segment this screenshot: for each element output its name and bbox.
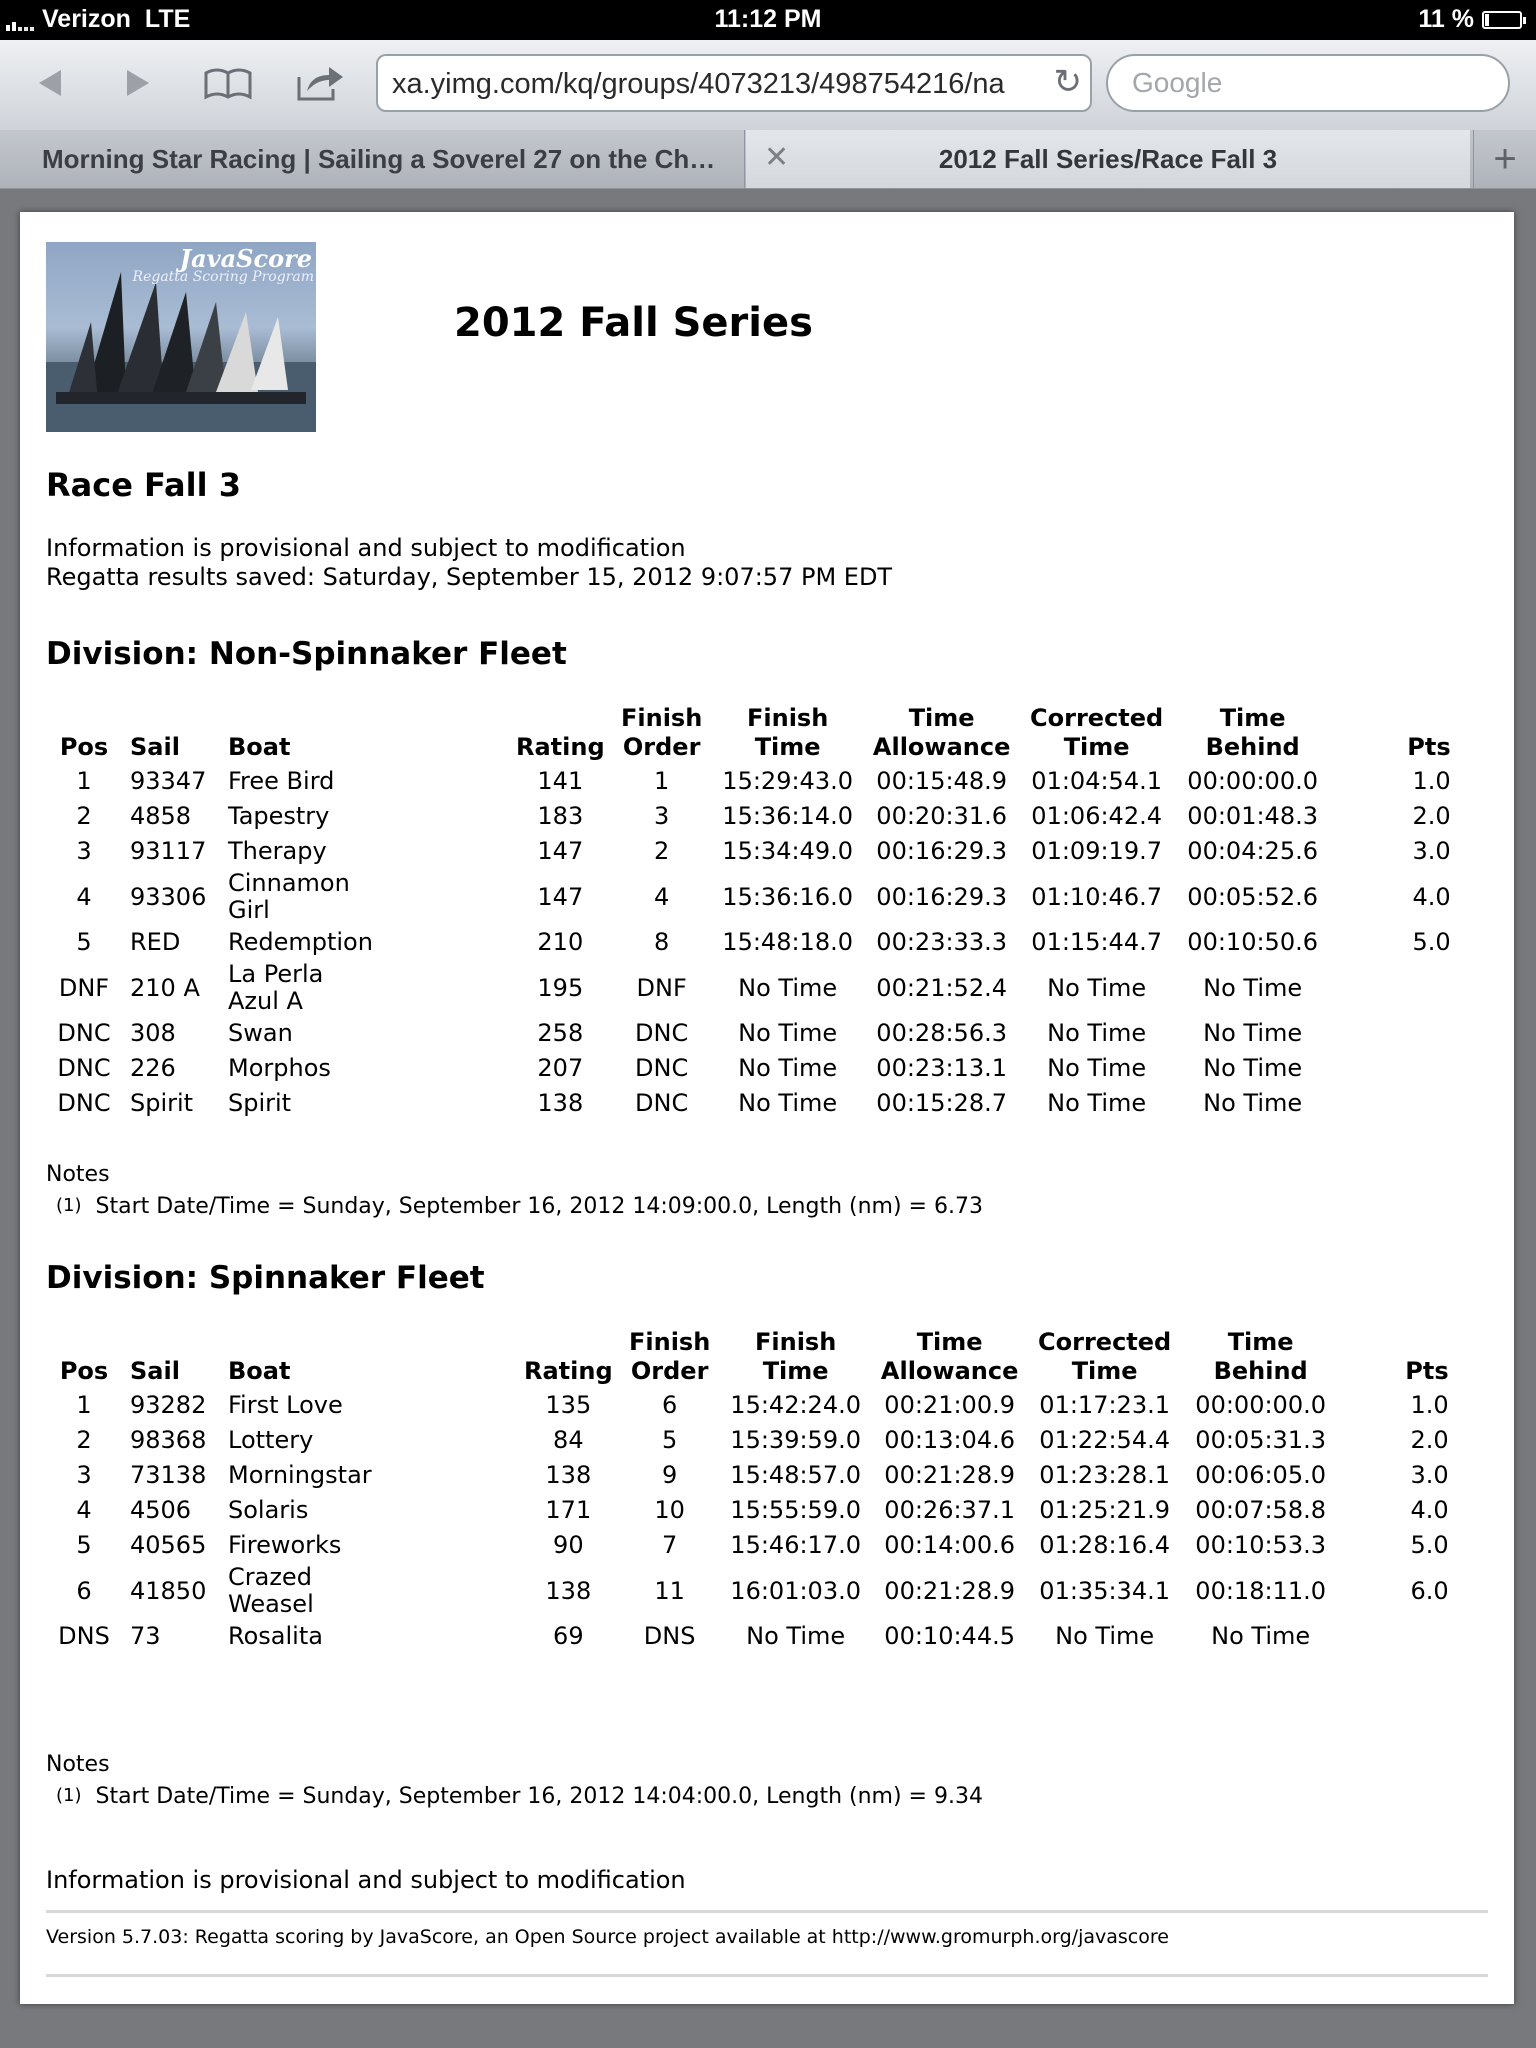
cell-sail: 308 xyxy=(130,1019,176,1047)
table-row xyxy=(46,1528,1471,1563)
cell-time-behind: No Time xyxy=(1211,1622,1311,1650)
notes-label: Notes xyxy=(46,1752,110,1777)
cell-sail: 93282 xyxy=(130,1391,207,1419)
cell-finish-time: No Time xyxy=(738,1054,838,1082)
divider xyxy=(46,1974,1488,1977)
cell-pts: 1.0 xyxy=(1412,767,1451,795)
cell-corrected-time: 01:25:21.9 xyxy=(1039,1496,1170,1524)
cell-finish-order: DNF xyxy=(636,973,687,1002)
cell-sail: 210 A xyxy=(130,973,200,1002)
cell-finish-order: 3 xyxy=(654,802,670,830)
cell-finish-time: 15:48:18.0 xyxy=(722,928,853,956)
cell-finish-time: No Time xyxy=(738,1089,838,1117)
results-table-non-spinnaker xyxy=(46,704,1481,1121)
cell-pts: 2.0 xyxy=(1410,1426,1449,1454)
battery-fill xyxy=(1485,14,1489,26)
cell-time-behind: 00:05:52.6 xyxy=(1187,882,1318,911)
cell-time-behind: 00:00:00.0 xyxy=(1187,767,1318,795)
cell-sail: Spirit xyxy=(130,1089,194,1117)
saved-timestamp: Regatta results saved: Saturday, September 15, 2012 9:07:57 PM EDT xyxy=(46,563,893,591)
cell-sail: 4858 xyxy=(130,802,192,830)
col-pos: Pos xyxy=(59,733,109,761)
cell-pos: 2 xyxy=(76,1426,92,1454)
col-time-behind xyxy=(1183,1328,1339,1388)
cell-sail: 73 xyxy=(130,1622,161,1650)
cell-pos: 3 xyxy=(76,1461,92,1489)
logo-line1: JavaScore xyxy=(179,244,312,273)
cell-corrected-time: 01:28:16.4 xyxy=(1039,1531,1170,1559)
cell-time-allowance: 00:20:31.6 xyxy=(876,802,1007,830)
footer-provisional-notice: Information is provisional and subject to modification xyxy=(46,1866,686,1894)
cell-finish-time: 15:48:57.0 xyxy=(730,1461,861,1489)
header-line: Corrected xyxy=(1030,704,1164,732)
cell-time-allowance: 00:16:29.3 xyxy=(876,837,1007,865)
cell-sail: 226 xyxy=(130,1054,176,1082)
table-row xyxy=(46,1563,1471,1619)
cell-time-behind: No Time xyxy=(1203,973,1303,1002)
header-line: Time xyxy=(1219,704,1286,732)
cell-rating: 258 xyxy=(537,1019,584,1047)
cell-pts: 2.0 xyxy=(1412,802,1451,830)
col-pts: Pts xyxy=(1407,733,1451,761)
cell-time-allowance: 00:13:04.6 xyxy=(884,1426,1015,1454)
cell-finish-order: 1 xyxy=(654,767,670,795)
provisional-notice: Information is provisional and subject to modification xyxy=(46,534,686,562)
cell-finish-time: No Time xyxy=(746,1622,846,1650)
status-bar xyxy=(0,0,1536,40)
cell-finish-order: 4 xyxy=(654,882,670,911)
cell-time-behind: 00:00:00.0 xyxy=(1195,1391,1326,1419)
tab-morning-star-racing[interactable] xyxy=(0,130,745,188)
cell-time-behind: 00:01:48.3 xyxy=(1187,802,1318,830)
cell-finish-order: DNC xyxy=(635,1054,689,1082)
cell-finish-order: 5 xyxy=(662,1426,678,1454)
boat-name-line: First Love xyxy=(228,1391,343,1419)
cell-pts: 5.0 xyxy=(1410,1531,1449,1559)
header-line: Behind xyxy=(1205,733,1300,761)
cell-rating: 84 xyxy=(553,1426,584,1454)
cell-boat xyxy=(220,1051,508,1086)
cell-corrected-time: 01:06:42.4 xyxy=(1031,802,1162,830)
cell-pos: DNC xyxy=(57,1054,111,1082)
cell-finish-time: 15:46:17.0 xyxy=(730,1531,861,1559)
cell-pos: 1 xyxy=(76,767,92,795)
boat-name-line: Redemption xyxy=(228,928,373,956)
results-body xyxy=(46,764,1481,1121)
table-row xyxy=(46,925,1481,960)
cell-rating: 69 xyxy=(553,1622,584,1650)
boat-name-line: Girl xyxy=(228,896,270,924)
cell-time-allowance: 00:21:28.9 xyxy=(884,1461,1015,1489)
header-line: Time xyxy=(908,704,975,732)
cell-time-behind: No Time xyxy=(1203,1089,1303,1117)
cell-boat xyxy=(220,1619,516,1654)
search-input[interactable] xyxy=(1130,66,1494,100)
browser-toolbar xyxy=(0,40,1536,131)
table-row xyxy=(46,834,1481,869)
table-row xyxy=(46,869,1481,925)
cell-pos: DNC xyxy=(57,1089,111,1117)
cell-sail: 73138 xyxy=(130,1461,207,1489)
col-finish-time xyxy=(711,704,865,764)
cell-sail: RED xyxy=(130,928,181,956)
cell-time-behind: 00:18:11.0 xyxy=(1195,1576,1326,1605)
boat-name-line: Crazed xyxy=(228,1563,312,1591)
header-line: Order xyxy=(622,733,701,761)
table-row xyxy=(46,1458,1471,1493)
note-text: Start Date/Time = Sunday, September 16, 2012 14:09:00.0, Length (nm) = 6.73 xyxy=(95,1194,983,1219)
cell-corrected-time: No Time xyxy=(1047,1054,1147,1082)
cell-pts: 4.0 xyxy=(1410,1496,1449,1524)
cell-boat xyxy=(220,1458,516,1493)
cell-pts: 4.0 xyxy=(1412,882,1451,911)
cell-corrected-time: 01:04:54.1 xyxy=(1031,767,1162,795)
header-line: Finish xyxy=(754,1328,837,1356)
col-time-allowance xyxy=(873,1328,1027,1388)
race-note xyxy=(56,1194,983,1219)
header-line: Time xyxy=(762,1357,829,1385)
network-label: LTE xyxy=(144,5,191,33)
url-bar[interactable] xyxy=(376,54,1092,112)
cell-pos: 1 xyxy=(76,1391,92,1419)
table-row xyxy=(46,1388,1471,1423)
web-page xyxy=(20,212,1514,2004)
header-line: Order xyxy=(630,1357,709,1385)
table-row xyxy=(46,1051,1481,1086)
header-line: Time xyxy=(1071,1357,1138,1385)
clock: 11:12 PM xyxy=(714,5,822,33)
col-pts: Pts xyxy=(1405,1357,1449,1385)
col-sail: Sail xyxy=(130,733,180,761)
cell-pos: DNF xyxy=(58,973,110,1002)
boat-name-line: Lottery xyxy=(228,1426,314,1454)
col-time-behind xyxy=(1175,704,1331,764)
col-finish-order xyxy=(621,1328,719,1388)
results-body xyxy=(46,1388,1471,1654)
cell-rating: 135 xyxy=(545,1391,592,1419)
close-tab-icon[interactable]: ✕ xyxy=(764,141,790,174)
col-time-allowance xyxy=(865,704,1019,764)
table-row xyxy=(46,1423,1471,1458)
cell-finish-time: No Time xyxy=(738,973,838,1002)
cell-sail: 4506 xyxy=(130,1496,192,1524)
col-sail: Sail xyxy=(130,1357,180,1385)
cell-corrected-time: 01:22:54.4 xyxy=(1039,1426,1170,1454)
cell-rating: 147 xyxy=(537,882,584,911)
cell-boat xyxy=(220,1388,516,1423)
divider xyxy=(46,1910,1488,1913)
cell-pos: 4 xyxy=(76,1496,92,1524)
boat-name-line: Fireworks xyxy=(228,1531,342,1559)
reload-icon[interactable]: ↻ xyxy=(1053,63,1082,101)
cell-time-allowance: 00:10:44.5 xyxy=(884,1622,1015,1650)
col-boat: Boat xyxy=(228,733,291,761)
table-header-row xyxy=(46,1328,1471,1388)
status-right xyxy=(1418,5,1522,34)
header-line: Corrected xyxy=(1038,1328,1172,1356)
tab-fall-series[interactable] xyxy=(746,130,1470,188)
battery-percent: 11 % xyxy=(1418,5,1474,33)
cell-corrected-time: No Time xyxy=(1047,973,1147,1002)
javascore-logo xyxy=(46,242,316,432)
cell-rating: 90 xyxy=(553,1531,584,1559)
cell-time-allowance: 00:15:48.9 xyxy=(876,767,1007,795)
cell-finish-order: 10 xyxy=(654,1496,685,1524)
cell-finish-order: DNC xyxy=(635,1019,689,1047)
cell-finish-time: No Time xyxy=(738,1019,838,1047)
cell-pos: DNC xyxy=(57,1019,111,1047)
table-row xyxy=(46,764,1481,799)
cell-sail: 93306 xyxy=(130,882,207,911)
tab-bar xyxy=(0,130,1536,189)
boat-name-line: Therapy xyxy=(228,837,327,865)
cell-rating: 138 xyxy=(545,1461,592,1489)
cell-sail: 93347 xyxy=(130,767,207,795)
cell-rating: 171 xyxy=(545,1496,592,1524)
header-line: Time xyxy=(1227,1328,1294,1356)
cell-pts xyxy=(1331,960,1481,1016)
cell-pos: 6 xyxy=(76,1576,92,1605)
race-note xyxy=(56,1784,983,1809)
cell-pts xyxy=(1331,1051,1481,1086)
boat-name-line: Morphos xyxy=(228,1054,331,1082)
cell-boat xyxy=(220,1493,516,1528)
cell-rating: 138 xyxy=(545,1576,592,1605)
col-pos: Pos xyxy=(59,1357,109,1385)
cell-sail: 40565 xyxy=(130,1531,207,1559)
bookmarks-icon[interactable] xyxy=(200,58,256,108)
col-finish-order xyxy=(613,704,711,764)
cell-finish-time: 15:39:59.0 xyxy=(730,1426,861,1454)
cell-boat xyxy=(220,1528,516,1563)
cell-boat xyxy=(220,1423,516,1458)
search-bar[interactable] xyxy=(1106,54,1510,112)
cell-rating: 138 xyxy=(537,1089,584,1117)
header-line: Time xyxy=(1063,733,1130,761)
cell-time-allowance: 00:14:00.6 xyxy=(884,1531,1015,1559)
cell-time-behind: 00:10:50.6 xyxy=(1187,928,1318,956)
header-line: Finish xyxy=(628,1328,711,1356)
header-line: Time xyxy=(754,733,821,761)
version-footer: Version 5.7.03: Regatta scoring by JavaScore, an Open Source project available at http://www.gromurph.org/javascore xyxy=(46,1926,1169,1948)
cell-pts: 3.0 xyxy=(1412,837,1451,865)
header-line: Behind xyxy=(1213,1357,1308,1385)
cell-finish-time: 15:34:49.0 xyxy=(722,837,853,865)
boat-name-line: Tapestry xyxy=(228,802,330,830)
cell-pts xyxy=(1331,1086,1481,1121)
race-title: Race Fall 3 xyxy=(46,466,241,504)
boat-name-line: Rosalita xyxy=(228,1622,323,1650)
cell-corrected-time: No Time xyxy=(1047,1019,1147,1047)
cell-finish-time: 15:55:59.0 xyxy=(730,1496,861,1524)
note-number: (1) xyxy=(56,1195,82,1216)
cell-time-allowance: 00:23:33.3 xyxy=(876,928,1007,956)
boat-name-line: Spirit xyxy=(228,1089,292,1117)
cell-pos: 5 xyxy=(76,928,92,956)
cell-corrected-time: 01:09:19.7 xyxy=(1031,837,1162,865)
col-rating: Rating xyxy=(516,733,605,761)
cell-finish-order: 8 xyxy=(654,928,670,956)
back-icon[interactable] xyxy=(22,58,78,108)
cell-time-allowance: 00:21:28.9 xyxy=(884,1576,1015,1605)
page-title: 2012 Fall Series xyxy=(454,300,813,346)
boat-name-line: La Perla xyxy=(228,960,324,988)
cell-time-allowance: 00:23:13.1 xyxy=(876,1054,1007,1082)
cell-pos: 5 xyxy=(76,1531,92,1559)
cell-finish-time: 15:42:24.0 xyxy=(730,1391,861,1419)
cell-time-behind: 00:10:53.3 xyxy=(1195,1531,1326,1559)
cell-time-allowance: 00:28:56.3 xyxy=(876,1019,1007,1047)
boat-name-line: Solaris xyxy=(228,1496,309,1524)
col-boat: Boat xyxy=(228,1357,291,1385)
cell-time-allowance: 00:26:37.1 xyxy=(884,1496,1015,1524)
cell-corrected-time: 01:15:44.7 xyxy=(1031,928,1162,956)
table-row xyxy=(46,960,1481,1016)
tab-title: Morning Star Racing | Sailing a Soverel 27 on the Ch… xyxy=(42,143,716,174)
division-title-non-spinnaker: Division: Non-Spinnaker Fleet xyxy=(46,636,567,672)
cell-finish-order: 11 xyxy=(654,1576,685,1605)
note-text: Start Date/Time = Sunday, September 16, 2012 14:04:00.0, Length (nm) = 9.34 xyxy=(95,1784,983,1809)
cell-pts xyxy=(1339,1619,1471,1654)
info-block xyxy=(46,534,892,592)
cell-corrected-time: 01:23:28.1 xyxy=(1039,1461,1170,1489)
cell-time-behind: 00:04:25.6 xyxy=(1187,837,1318,865)
boat-name-line: Free Bird xyxy=(228,767,335,795)
cell-corrected-time: 01:17:23.1 xyxy=(1039,1391,1170,1419)
header-line: Finish xyxy=(620,704,703,732)
table-row xyxy=(46,1493,1471,1528)
cell-time-behind: No Time xyxy=(1203,1019,1303,1047)
cell-finish-time: 15:36:16.0 xyxy=(722,882,853,911)
col-rating: Rating xyxy=(524,1357,613,1385)
table-row xyxy=(46,1016,1481,1051)
cell-finish-order: DNS xyxy=(643,1622,696,1650)
cell-corrected-time: 01:10:46.7 xyxy=(1031,882,1162,911)
cell-pts: 1.0 xyxy=(1410,1391,1449,1419)
note-number: (1) xyxy=(56,1785,82,1806)
cell-pts: 3.0 xyxy=(1410,1461,1449,1489)
logo-line2: Regatta Scoring Program xyxy=(132,269,314,285)
boat-name-line: Cinnamon xyxy=(228,869,350,897)
cell-sail: 93117 xyxy=(130,837,207,865)
cell-time-allowance: 00:16:29.3 xyxy=(876,882,1007,911)
cell-boat xyxy=(220,925,508,960)
cell-boat xyxy=(220,1016,508,1051)
share-icon[interactable] xyxy=(292,58,348,108)
header-line: Allowance xyxy=(880,1357,1019,1385)
cell-pos: DNS xyxy=(58,1622,110,1650)
cell-finish-order: DNC xyxy=(635,1089,689,1117)
cell-pts: 5.0 xyxy=(1412,928,1451,956)
notes-label: Notes xyxy=(46,1162,110,1187)
cell-rating: 141 xyxy=(537,767,584,795)
table-row xyxy=(46,1086,1481,1121)
plus-icon: + xyxy=(1493,136,1517,181)
boat-name-line: Swan xyxy=(228,1019,293,1047)
cell-corrected-time: 01:35:34.1 xyxy=(1039,1576,1170,1605)
cell-pts xyxy=(1331,1016,1481,1051)
cell-finish-order: 2 xyxy=(654,837,670,865)
cell-rating: 210 xyxy=(537,928,584,956)
boat-name-line: Weasel xyxy=(228,1590,314,1618)
cell-corrected-time: No Time xyxy=(1047,1089,1147,1117)
cell-finish-order: 6 xyxy=(662,1391,678,1419)
cell-time-behind: No Time xyxy=(1203,1054,1303,1082)
table-row xyxy=(46,1619,1471,1654)
cell-finish-order: 7 xyxy=(662,1531,678,1559)
cell-boat xyxy=(220,869,508,925)
cell-time-allowance: 00:21:52.4 xyxy=(876,973,1007,1002)
boat-name-line: Morningstar xyxy=(228,1461,372,1489)
forward-icon[interactable] xyxy=(110,58,166,108)
cell-time-allowance: 00:21:00.9 xyxy=(884,1391,1015,1419)
table-row xyxy=(46,799,1481,834)
cell-finish-time: 16:01:03.0 xyxy=(730,1576,861,1605)
cell-pts: 6.0 xyxy=(1410,1576,1449,1605)
cell-rating: 183 xyxy=(537,802,584,830)
cell-boat xyxy=(220,1086,508,1121)
cell-rating: 207 xyxy=(537,1054,584,1082)
cell-corrected-time: No Time xyxy=(1055,1622,1155,1650)
header-line: Allowance xyxy=(872,733,1011,761)
tab-title: 2012 Fall Series/Race Fall 3 xyxy=(938,143,1278,174)
cell-time-behind: 00:05:31.3 xyxy=(1195,1426,1326,1454)
new-tab-button[interactable] xyxy=(1473,130,1536,188)
col-corrected-time xyxy=(1027,1328,1183,1388)
division-title-spinnaker: Division: Spinnaker Fleet xyxy=(46,1260,485,1296)
cell-boat xyxy=(220,1563,516,1619)
cell-finish-time: 15:29:43.0 xyxy=(722,767,853,795)
cell-rating: 195 xyxy=(537,973,584,1002)
cell-sail: 98368 xyxy=(130,1426,207,1454)
col-corrected-time xyxy=(1019,704,1175,764)
cell-boat xyxy=(220,799,508,834)
cell-boat xyxy=(220,960,508,1016)
cell-boat xyxy=(220,764,508,799)
table-header-row xyxy=(46,704,1481,764)
cell-finish-time: 15:36:14.0 xyxy=(722,802,853,830)
col-finish-time xyxy=(719,1328,873,1388)
cell-time-behind: 00:07:58.8 xyxy=(1195,1496,1326,1524)
cell-rating: 147 xyxy=(537,837,584,865)
results-table-spinnaker xyxy=(46,1328,1471,1654)
carrier-label: Verizon xyxy=(42,5,131,33)
cell-pos: 4 xyxy=(76,882,92,911)
cell-sail: 41850 xyxy=(130,1576,207,1605)
boat-name-line: Azul A xyxy=(228,987,303,1015)
cell-time-behind: 00:06:05.0 xyxy=(1195,1461,1326,1489)
cell-time-allowance: 00:15:28.7 xyxy=(876,1089,1007,1117)
cell-pos: 3 xyxy=(76,837,92,865)
header-line: Time xyxy=(916,1328,983,1356)
battery-icon xyxy=(1482,11,1522,29)
header-line: Finish xyxy=(746,704,829,732)
cell-boat xyxy=(220,834,508,869)
url-text[interactable]: xa.yimg.com/kq/groups/4073213/498754216/na xyxy=(392,68,1005,100)
cell-pos: 2 xyxy=(76,802,92,830)
cell-finish-order: 9 xyxy=(662,1461,678,1489)
